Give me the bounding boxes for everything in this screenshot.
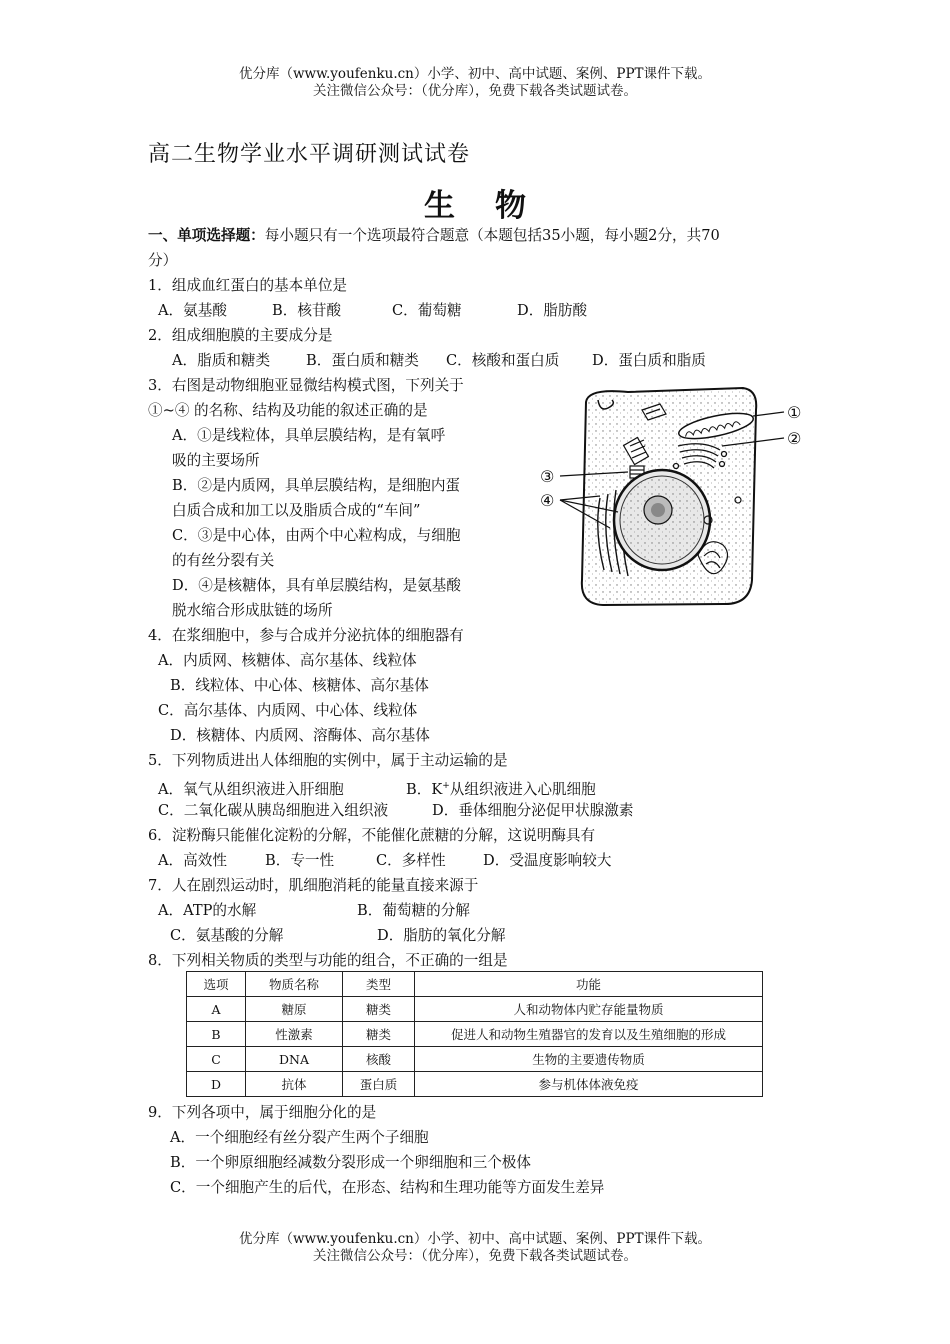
q7-option-b: B．葡萄糖的分解 <box>357 902 470 919</box>
section-1-intro-cont: 分） <box>148 252 178 269</box>
q4-option-b: B．线粒体、中心体、核糖体、高尔基体 <box>170 677 429 694</box>
section-1-intro-text: 每小题只有一个选项最符合题意（本题包括35小题，每小题2分，共70 <box>264 227 720 244</box>
q8-table <box>186 971 763 1097</box>
q2-options <box>172 351 706 371</box>
q4-option-d: D．核糖体、内质网、溶酶体、高尔基体 <box>170 727 430 744</box>
q4-stem: 4．在浆细胞中，参与合成并分泌抗体的细胞器有 <box>148 627 464 644</box>
q2-option-d: D．蛋白质和脂质 <box>592 352 706 369</box>
header-line-2: 关注微信公众号：（优分库），免费下载各类试题试卷。 <box>313 83 637 99</box>
diagram-label-4: ④ <box>540 491 555 510</box>
q3-stem: 3．右图是动物细胞亚显微结构模式图，下列关于 <box>148 377 464 394</box>
q3-stem-cont: ①~④ 的名称、结构及功能的叙述正确的是 <box>148 402 428 419</box>
q8-header-function: 功能 <box>415 972 763 997</box>
q5-options-cd <box>158 801 633 821</box>
q5-stem: 5．下列物质进出人体细胞的实例中，属于主动运输的是 <box>148 752 508 769</box>
q5-option-a: A．氧气从组织液进入肝细胞 <box>158 780 344 798</box>
section-1-heading: 一、单项选择题： <box>148 227 265 244</box>
table-cell: 蛋白质 <box>343 1072 415 1097</box>
table-cell: D <box>187 1072 246 1097</box>
table-row <box>187 1022 763 1047</box>
q6-option-b: B．专一性 <box>265 852 335 869</box>
q9-stem: 9．下列各项中，属于细胞分化的是 <box>148 1104 377 1121</box>
table-cell: 糖类 <box>343 997 415 1022</box>
q6-options <box>158 851 611 871</box>
q5-option-b <box>406 781 596 798</box>
q1-option-a: A．氨基酸 <box>158 302 227 319</box>
q5-option-b-prefix: B．K <box>406 780 443 798</box>
q4-option-c: C．高尔基体、内质网、中心体、线粒体 <box>158 702 418 719</box>
table-cell: DNA <box>246 1047 343 1072</box>
table-cell: 核酸 <box>343 1047 415 1072</box>
q3-option-d-cont: 脱水缩合形成肽链的场所 <box>172 602 333 619</box>
q7-option-c: C．氨基酸的分解 <box>170 927 284 944</box>
q5-option-b-superscript: + <box>442 781 450 791</box>
table-cell: A <box>187 997 246 1022</box>
q2-option-a: A．脂质和糖类 <box>172 352 271 369</box>
q2-option-c: C．核酸和蛋白质 <box>446 352 560 369</box>
table-cell: 生物的主要遗传物质 <box>415 1047 763 1072</box>
q5-option-c: C．二氧化碳从胰岛细胞进入组织液 <box>158 802 389 819</box>
q7-stem: 7．人在剧烈运动时，肌细胞消耗的能量直接来源于 <box>148 877 479 894</box>
table-row <box>187 1047 763 1072</box>
table-cell: B <box>187 1022 246 1047</box>
table-cell: 促进人和动物生殖器官的发育以及生殖细胞的形成 <box>415 1022 763 1047</box>
q1-options <box>158 301 587 321</box>
table-row <box>187 1072 763 1097</box>
page-header <box>0 66 950 100</box>
q1-option-b: B．核苷酸 <box>272 302 342 319</box>
q8-header-type: 类型 <box>343 972 415 997</box>
q2-option-b: B．蛋白质和糖类 <box>306 352 419 369</box>
q6-option-d: D．受温度影响较大 <box>483 852 612 869</box>
header-line-1: 优分库（www.youfenku.cn）小学、初中、高中试题、案例、PPT课件下载。 <box>238 66 712 82</box>
q9-option-c: C．一个细胞产生的后代，在形态、结构和生理功能等方面发生差异 <box>170 1179 605 1196</box>
q7-options-ab <box>158 901 470 921</box>
q5-options-ab <box>158 776 596 800</box>
table-cell: 人和动物体内贮存能量物质 <box>415 997 763 1022</box>
q2-stem: 2．组成细胞膜的主要成分是 <box>148 327 333 344</box>
table-cell: 糖类 <box>343 1022 415 1047</box>
q1-option-c: C．葡萄糖 <box>392 302 462 319</box>
table-cell: 性激素 <box>246 1022 343 1047</box>
diagram-label-2: ② <box>787 429 802 448</box>
q1-option-d: D．脂肪酸 <box>517 302 588 319</box>
q1-stem: 1．组成血红蛋白的基本单位是 <box>148 277 348 294</box>
q6-option-c: C．多样性 <box>376 852 446 869</box>
footer-line-1: 优分库（www.youfenku.cn）小学、初中、高中试题、案例、PPT课件下载。 <box>238 1231 712 1247</box>
q3-option-d: D．④是核糖体，具有单层膜结构，是氨基酸 <box>172 577 461 594</box>
q3-option-c-cont: 的有丝分裂有关 <box>172 552 275 569</box>
q8-header-option: 选项 <box>187 972 246 997</box>
table-cell: 参与机体体液免疫 <box>415 1072 763 1097</box>
table-row <box>187 997 763 1022</box>
q3-option-b-cont: 白质合成和加工以及脂质合成的“车间” <box>172 502 421 519</box>
diagram-label-3: ③ <box>540 467 555 486</box>
q3-option-a: A．①是线粒体，具单层膜结构，是有氧呼 <box>172 427 446 444</box>
q8-header-substance: 物质名称 <box>246 972 343 997</box>
subject-title: 生物 <box>424 188 566 224</box>
document-title: 高二生物学业水平调研测试试卷 <box>148 142 471 167</box>
diagram-label-1: ① <box>787 403 802 422</box>
q5-option-d: D．垂体细胞分泌促甲状腺激素 <box>432 802 634 819</box>
q6-option-a: A．高效性 <box>158 852 227 869</box>
nucleus-icon <box>614 470 710 570</box>
q3-option-c: C．③是中心体，由两个中心粒构成，与细胞 <box>172 527 461 544</box>
q8-stem: 8．下列相关物质的类型与功能的组合，不正确的一组是 <box>148 952 508 969</box>
q7-option-d: D．脂肪的氧化分解 <box>377 927 506 944</box>
q7-option-a: A．ATP的水解 <box>158 902 257 919</box>
table-cell: C <box>187 1047 246 1072</box>
table-cell: 抗体 <box>246 1072 343 1097</box>
q3-option-a-cont: 吸的主要场所 <box>172 452 260 469</box>
q8-table-header-row <box>187 972 763 997</box>
table-cell: 糖原 <box>246 997 343 1022</box>
animal-cell-diagram <box>538 380 810 612</box>
q9-option-b: B．一个卵原细胞经减数分裂形成一个卵细胞和三个极体 <box>170 1154 531 1171</box>
q7-options-cd <box>170 926 505 946</box>
q5-option-b-text: 从组织液进入心肌细胞 <box>449 780 596 798</box>
q4-option-a: A．内质网、核糖体、高尔基体、线粒体 <box>158 652 417 669</box>
q9-option-a: A．一个细胞经有丝分裂产生两个子细胞 <box>170 1129 429 1146</box>
q3-option-b: B．②是内质网，具单层膜结构，是细胞内蛋 <box>172 477 461 494</box>
page-footer <box>0 1231 950 1265</box>
q6-stem: 6．淀粉酶只能催化淀粉的分解，不能催化蔗糖的分解，这说明酶具有 <box>148 827 596 844</box>
footer-line-2: 关注微信公众号：（优分库），免费下载各类试题试卷。 <box>313 1248 637 1264</box>
section-1-intro <box>148 226 720 246</box>
